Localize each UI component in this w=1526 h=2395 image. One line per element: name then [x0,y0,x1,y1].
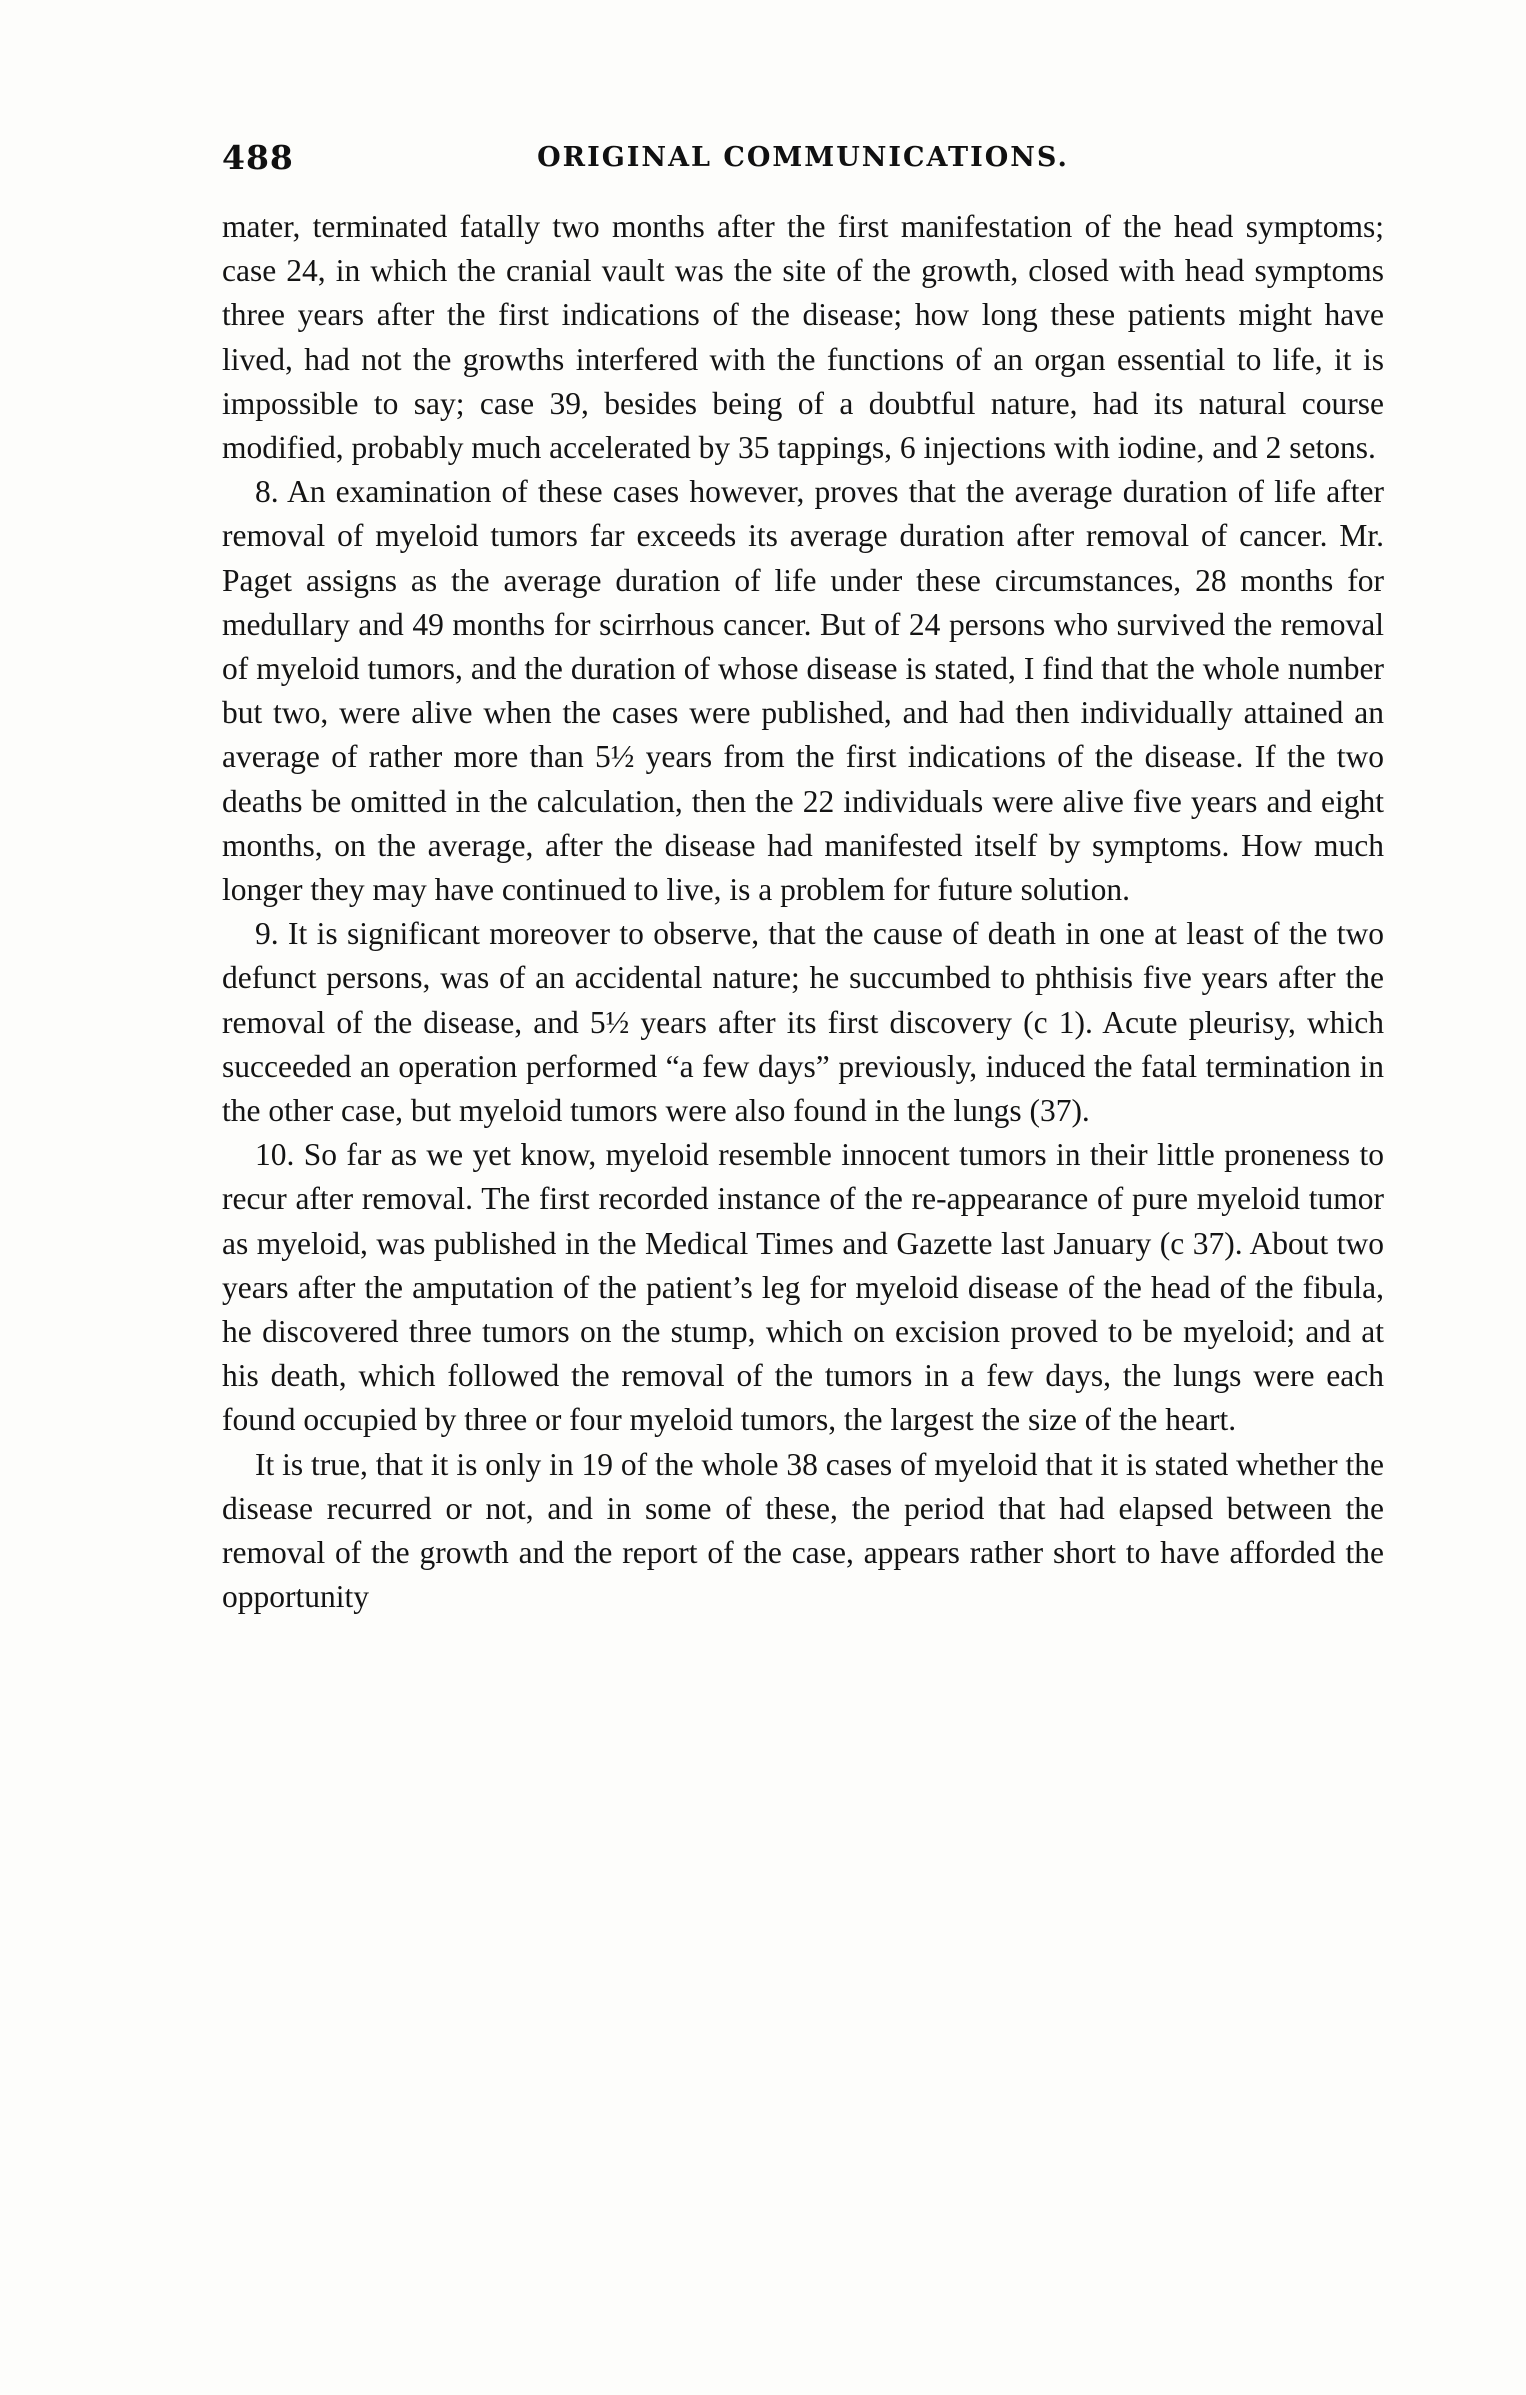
paragraph-9: 9. It is significant moreover to observe, that the cause of death in one at least of the two defunct persons, was of an accidental nature; he succumbed to phthisis five years after the removal of the disease, and 5½ years after its first discovery (c 1). Acute pleurisy, which succeeded an operation performed “a few days” previously, induced the fatal termination in the other case, but myeloid tumors were also found in the lungs (37). [222,916,1384,1129]
paragraph-continued: mater, terminated fatally two months after the first manifestation of the head symptoms; case 24, in which the cranial vault was the site of the growth, closed with head symptoms three years after the first indications of the disease; how long these patients might have lived, had not the growths interfered with the functions of an organ essential to life, it is impossible to say; case 39, besides being of a doubtful nature, had its natural course modified, probably much accelerated by 35 tappings, 6 injections with iodine, and 2 setons. [222,209,1384,466]
paragraph-recurrence: It is true, that it is only in 19 of the whole 38 cases of myeloid that it is stated whether the disease recurred or not, and in some of these, the period that had elapsed between the removal of the growth and the report of the case, appears rather short to have afforded the opportunity [222,1446,1384,1615]
page-header [222,138,1384,178]
running-head: ORIGINAL COMMUNICATIONS. [537,142,1069,173]
page-number: 488 [222,138,294,177]
paragraph-10: 10. So far as we yet know, myeloid resemble innocent tumors in their little proneness to recur after removal. The first recorded instance of the re-appearance of pure myeloid tumor as myeloid, was published in the Medical Times and Gazette last January (c 37). About two years after the amputation of the patient’s leg for myeloid disease of the head of the fibula, he discovered three tumors on the stump, which on excision proved to be myeloid; and at his death, which followed the removal of the tumors in a few days, the lungs were each found occupied by three or four myeloid tumors, the largest the size of the heart. [222,1137,1384,1438]
paragraph-8: 8. An examination of these cases however, proves that the average duration of life after removal of myeloid tumors far exceeds its average duration after removal of cancer. Mr. Paget assigns as the average duration of life under these circumstances, 28 months for medullary and 49 months for scirrhous cancer. But of 24 persons who survived the removal of myeloid tumors, and the duration of whose disease is stated, I find that the whole number but two, were alive when the cases were published, and had then individually attained an average of rather more than 5½ years from the first indications of the disease. If the two deaths be omitted in the calculation, then the 22 individuals were alive five years and eight months, on the average, after the disease had manifested itself by symptoms. How much longer they may have continued to live, is a problem for future solution. [222,474,1384,908]
body-text [222,205,1384,1620]
